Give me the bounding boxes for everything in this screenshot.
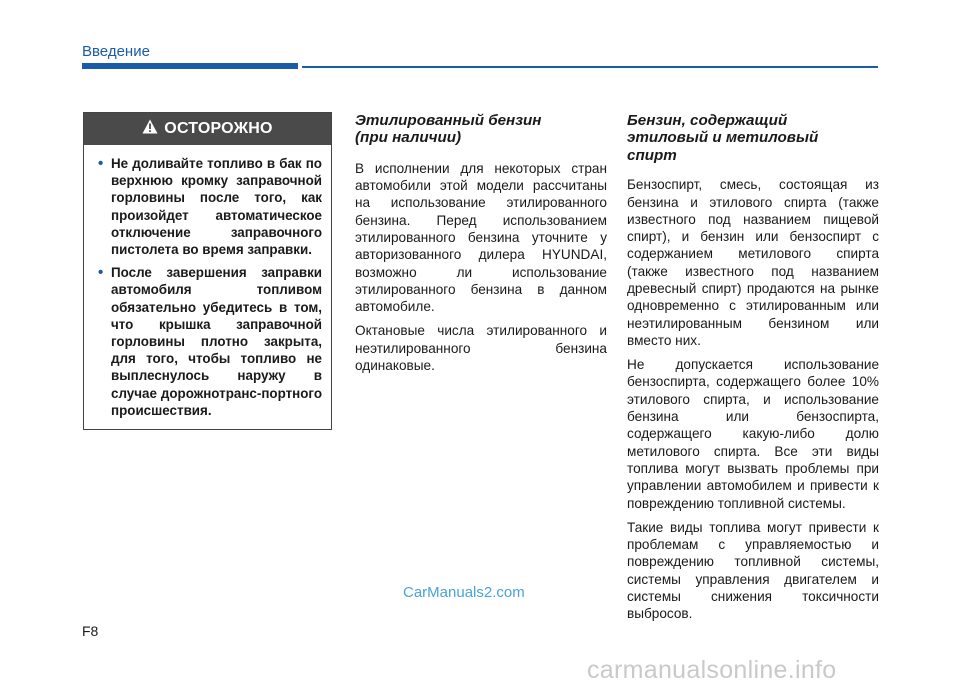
warning-header [84,113,331,145]
body-paragraph: Октановые числа этилированного и неэтилированного бензина одинаковые. [355,323,607,374]
body-paragraph: Такие виды топлива могут привести к проблемам с управляемостью и повреждению топливной системы, системы управления двигателем и системы снижения токсичности выбросов. [627,519,879,622]
heading-line: Бензин, содержащий [627,112,788,129]
warning-list [84,145,331,419]
heading-line: Этилированный бензин [355,112,542,129]
heading-line: (при наличии) [355,129,462,147]
leaded-fuel-heading [355,112,607,147]
body-paragraph: Не допускается использование бензоспирта, содержащего более 10% этилового спирта, и использование бензина или бензоспирта, содержащего какую-либо долю метилового спирта. Все эти виды топлива могут вызвать проблемы при управлении автомобилем и привести к повреждению топливной системы. [627,357,879,511]
body-paragraph: В исполнении для некоторых стран автомобили этой модели рассчитаны на использование этилированного бензина. Перед использованием этилированного бензина уточните у авторизованного дилера HYUNDAI, возможно ли использование этилированного бензина в данном автомобиле. [355,160,607,315]
warning-triangle-icon [142,119,158,139]
warning-item: • После завершения заправки автомобиля топливом обязательно убедитесь в том, что крышка заправочной горловины плотно закрыта, для того, чтобы топливо не выплеснулось наружу в случае дорожнотранс-портного происшествия. [98,264,322,419]
heading-line: спирт [627,146,677,164]
heading-line: этиловый и метиловый [627,129,819,147]
warning-box [83,112,332,430]
watermark-manualsonline: carmanualsonline.info [587,656,837,684]
header-rule-thick [82,63,298,69]
warning-title: ОСТОРОЖНО [164,120,273,137]
warning-item: • Не доливайте топливо в бак по верхнюю кромку заправочной горловины после того, как произойдет автоматическое отключение заправочного пистолета во время заправки. [98,155,322,258]
header-rule-thin [302,66,878,68]
leaded-fuel-section [355,112,607,381]
alcohol-fuel-heading [627,112,879,164]
section-title: Введение [82,43,150,60]
body-paragraph: Бензоспирт, смесь, состоящая из бензина и этилового спирта (также известного под названием пищевой спирт), и бензин или бензоспирт с содержанием метилового спирта (также известного под названием древесный спирт) продаются на рынке одновременно с этилированным или неэтилированным бензином или вместо них. [627,177,879,348]
page-number: F8 [82,623,99,639]
alcohol-fuel-section [627,112,879,630]
watermark-carmanuals: CarManuals2.com [403,584,525,601]
